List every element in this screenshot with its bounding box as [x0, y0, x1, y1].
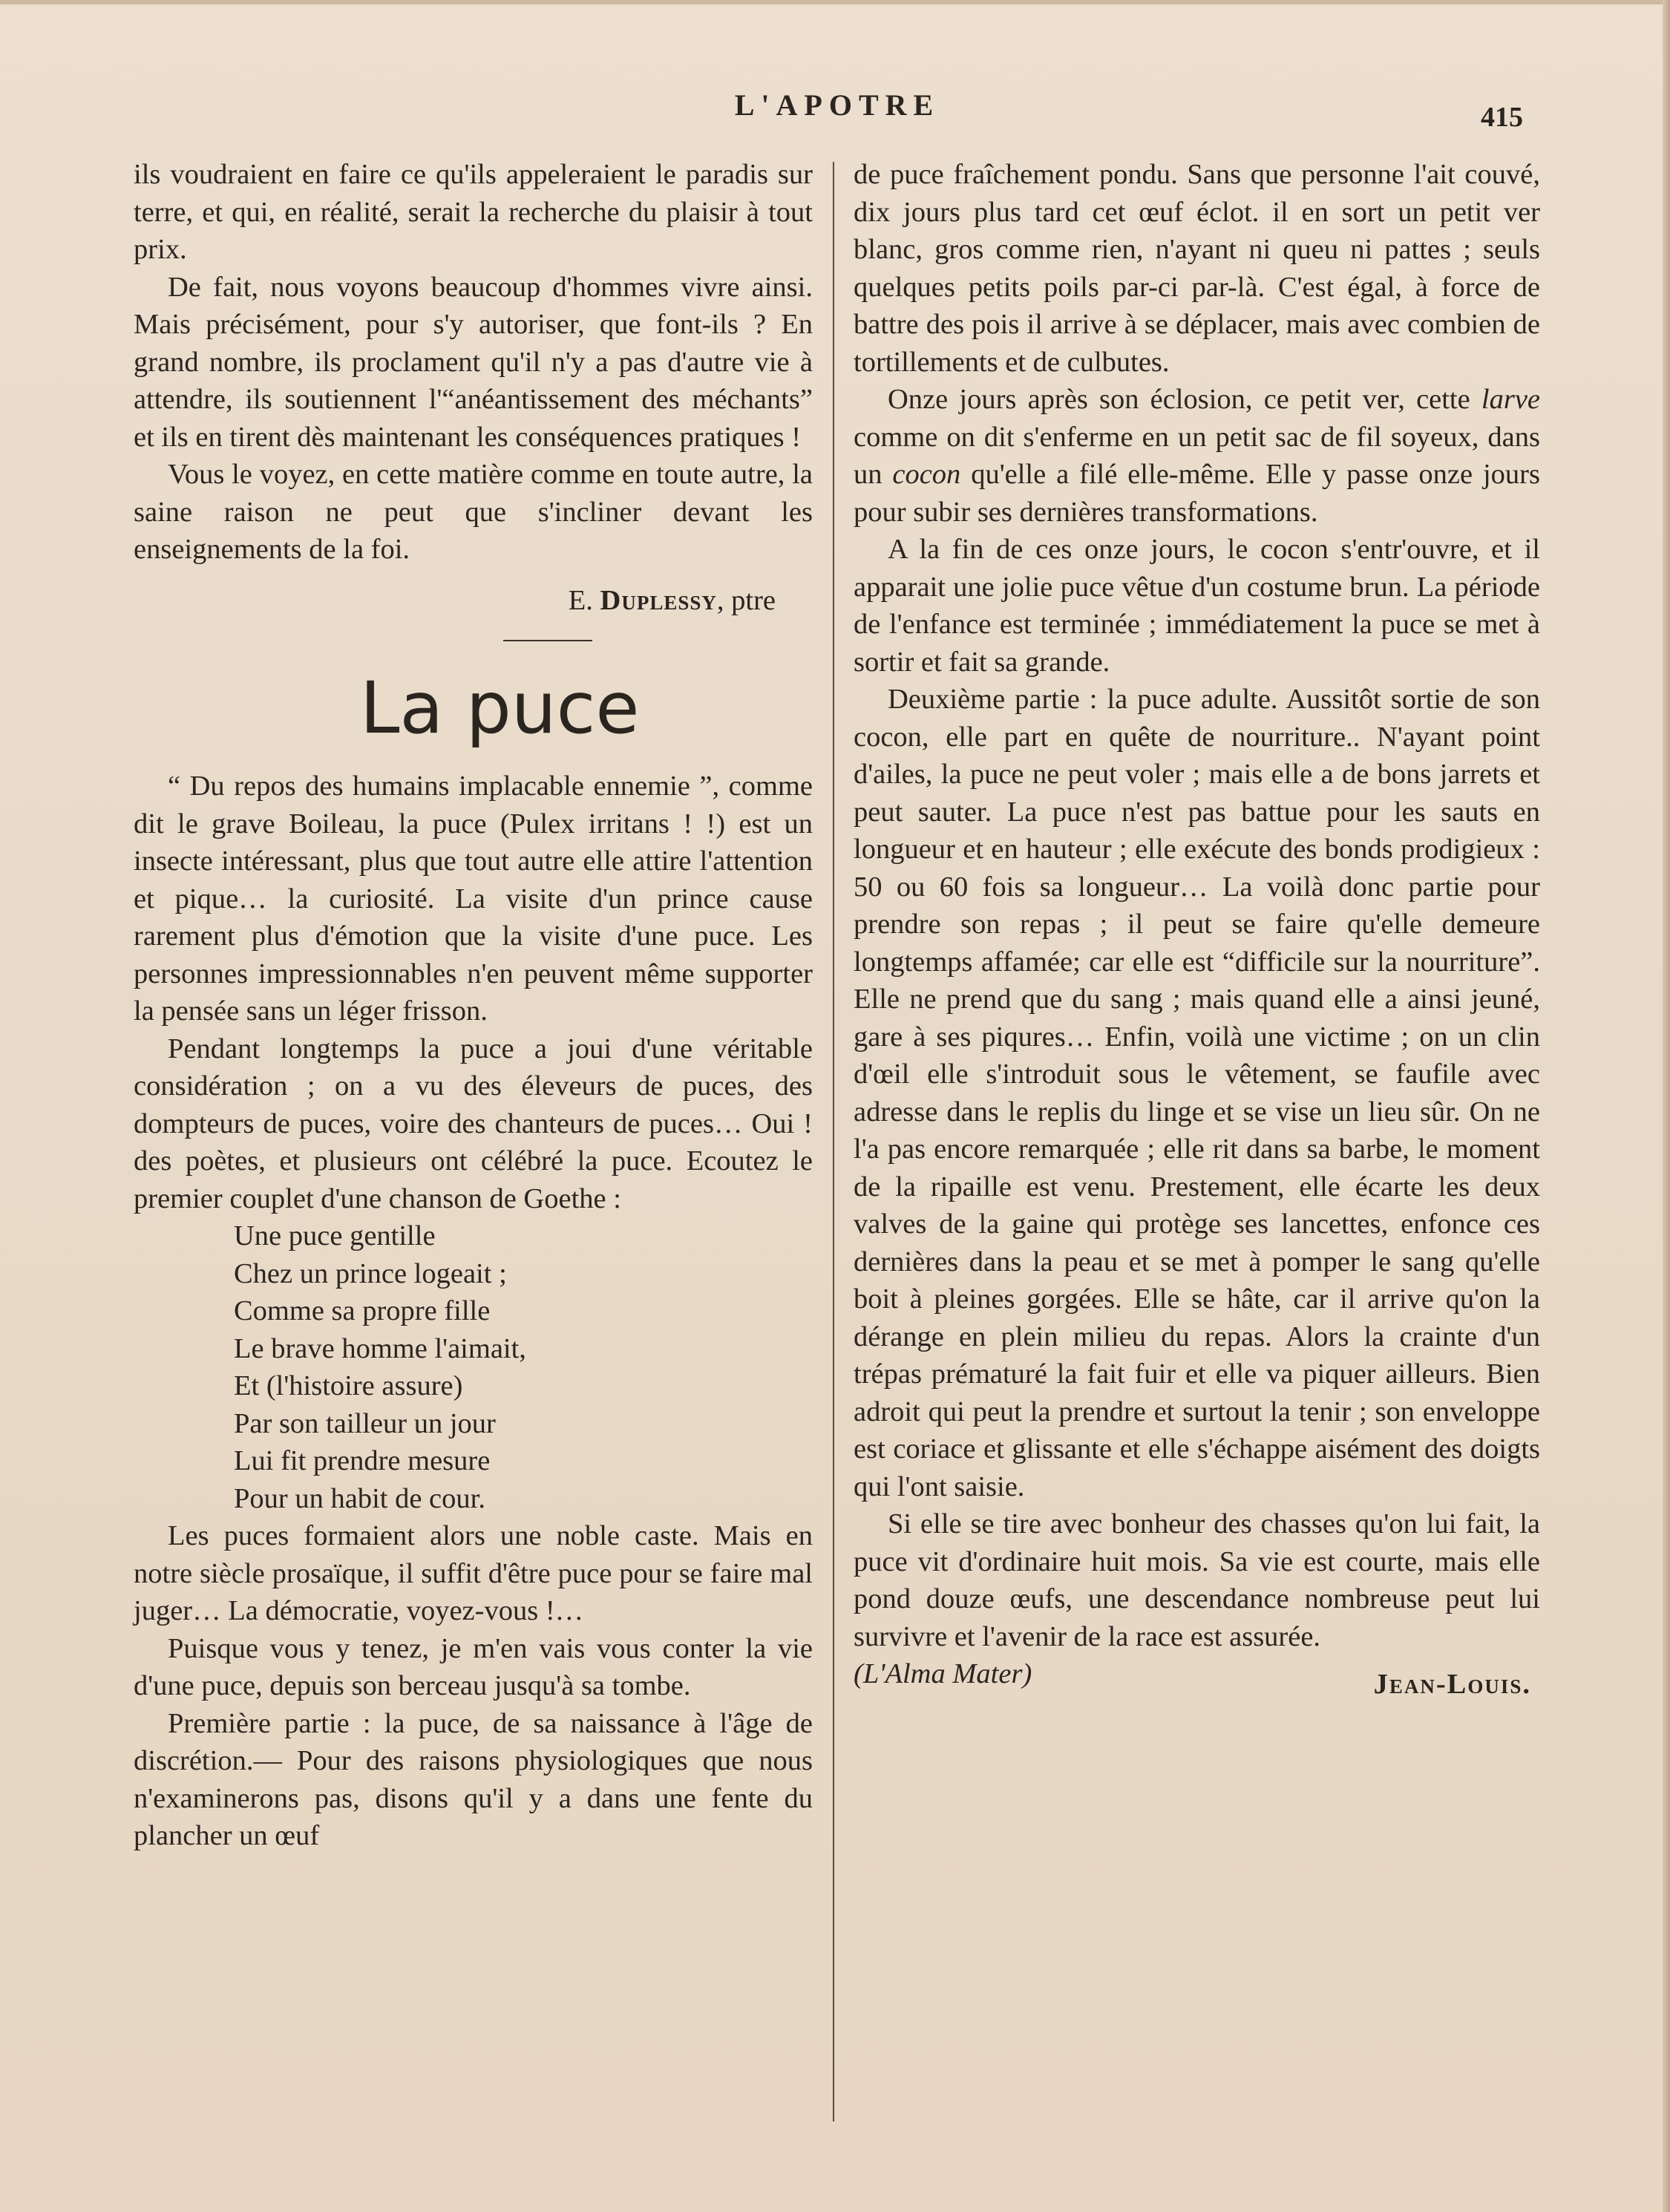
paragraph-text: comme on dit s'enferme en un petit sac de fil soyeux, dans un — [854, 421, 1540, 490]
page-top-edge — [0, 0, 1670, 4]
page-number: 415 — [1481, 102, 1523, 133]
poem-line: Comme sa propre fille — [234, 1295, 491, 1326]
article-paragraph: Première partie : la puce, de sa naissance à l'âge de discrétion.— Pour des raisons physiologiques que nous n'examinerons pas, disons qu'il y a dans une fente du plancher un œuf — [134, 1707, 813, 1851]
article-source: (L'Alma Mater) — [854, 1658, 1032, 1689]
signature-name: Duplessy — [600, 584, 717, 616]
article-paragraph: Pendant longtemps la puce a joui d'une véritable considération ; on a vu des éleveurs de puces, des dompteurs de puces, voire des chanteurs de puces… Oui ! des poètes, et plusieurs ont célébré la puce. Ecoutez le premier couplet d'une chanson de Goethe : — [134, 1033, 813, 1214]
poem-line: Et (l'histoire assure) — [234, 1370, 463, 1401]
poem-line: Chez un prince logeait ; — [234, 1257, 507, 1289]
article-paragraph: de puce fraîchement pondu. Sans que personne l'ait couvé, dix jours plus tard cet œuf éclot. il en sort un petit ver blanc, gros comme rien, n'ayant ni queu ni pattes ; seuls quelques petits poils par-ci par-là. C'est égal, à force de battre des pois il arrive à se déplacer, mais avec combien de tortillements et de culbutes. — [854, 159, 1540, 378]
article-paragraph: A la fin de ces onze jours, le cocon s'entr'ouvre, et il apparait une jolie puce vêtue d'un costume brun. La période de l'enfance est terminée ; immédiatement la puce se met à sortir et fait sa grande. — [854, 534, 1540, 678]
poem-line: Pour un habit de cour. — [234, 1482, 485, 1514]
article-paragraph: Les puces formaient alors une noble caste. Mais en notre siècle prosaïque, il suffit d'être puce pour se faire mal juger… La démocratie, voyez-vous !… — [134, 1520, 813, 1626]
article-author: Jean-Louis. — [1373, 1669, 1531, 1700]
signature-suffix: , ptre — [716, 584, 776, 616]
article-paragraph: Si elle se tire avec bonheur des chasses qu'on lui fait, la puce vit d'ordinaire huit mois. Sa vie est courte, mais elle pond douze œufs, une descendance nombreuse peut lui survivre et l'avenir de la race est assurée. — [854, 1508, 1540, 1652]
prev-article-paragraph: De fait, nous voyons beaucoup d'hommes vivre ainsi. Mais précisément, pour s'y autoriser, que font-ils ? En grand nombre, ils proclament qu'il n'y a pas d'autre vie à attendre, ils soutiennent l'“anéantissement des méchants” et ils en tirent dès maintenant les conséquences pratiques ! — [134, 271, 813, 453]
signature-initial: E. — [568, 584, 600, 616]
goethe-poem — [134, 1217, 813, 1517]
left-column — [134, 156, 813, 1855]
article-paragraph: Deuxième partie : la puce adulte. Aussitôt sortie de son cocon, elle part en quête de nourriture.. N'ayant point d'ailes, la puce ne peut voler ; mais elle a de bons jarrets et peut sauter. La puce n'est pas battue pour les sauts en longueur et en hauteur ; elle exécute des bonds prodigieux : 50 ou 60 fois sa longueur… La voilà donc partie pour prendre son repas ; il peut se faire qu'elle demeure longtemps affamée; car elle est “difficile sur la nourriture”. Elle ne prend que du sang ; mais quand elle a ainsi jeuné, gare à ses piqures… Enfin, voilà une victime ; on un clin d'œil elle s'introduit sous le vêtement, se faufile avec adresse dans le replis du linge et se vise un lieu sûr. On ne l'a pas encore remarquée ; elle rit dans sa barbe, le moment de la ripaille est venu. Prestement, elle écarte les deux valves de la gaine qui protège ses lancettes, enfonce ces dernières dans la peau et se met à pomper le sang qu'elle boit à pleines gorgées. Elle se hâte, car il arrive qu'on la dérange en plein milieu du repas. Alors la crainte d'un trépas prématuré la fait fuir et elle va piquer ailleurs. Bien adroit qui peut la prendre et surtout la tenir ; son enveloppe est coriace et glissante et elle s'échappe aisément des doigts qui l'ont saisie. — [854, 684, 1540, 1502]
running-title: L'APOTRE — [734, 88, 940, 122]
right-column — [854, 156, 1540, 1700]
article-paragraph: “ Du repos des humains implacable ennemie ”, comme dit le grave Boileau, la puce (Pulex irritans ! !) est un insecte intéressant, plus que tout autre elle attire l'attention et pique… la curiosité. La visite d'un prince cause rarement plus d'émotion que la visite d'une puce. Les personnes impressionnables n'en peuvent même supporter la pensée sans un léger frisson. — [134, 770, 813, 1027]
article-attribution — [854, 1655, 1540, 1700]
poem-line: Par son tailleur un jour — [234, 1407, 496, 1439]
article-title: La puce — [360, 667, 640, 750]
prev-article-paragraph: Vous le voyez, en cette matière comme en toute autre, la saine raison ne peut que s'incliner devant les enseignements de la foi. — [134, 459, 813, 565]
italic-term-cocon: cocon — [892, 459, 961, 490]
page-header — [0, 88, 1670, 132]
poem-line: Une puce gentille — [234, 1220, 436, 1251]
article-paragraph — [854, 381, 1540, 531]
paragraph-text: Onze jours après son éclosion, ce petit ver, cette — [888, 384, 1481, 415]
paragraph-text: qu'elle a filé elle-même. Elle y passe onze jours pour subir ses dernières transformations. — [854, 459, 1540, 528]
page-right-edge — [1663, 0, 1670, 2212]
poem-line: Le brave homme l'aimait, — [234, 1332, 526, 1364]
article-paragraph: Puisque vous y tenez, je m'en vais vous conter la vie d'une puce, depuis son berceau jusqu'à sa tombe. — [134, 1632, 813, 1701]
section-separator — [503, 640, 592, 641]
poem-line: Lui fit prendre mesure — [234, 1445, 491, 1476]
prev-article-signature — [134, 582, 813, 620]
column-divider — [833, 162, 834, 2121]
italic-term-larve: larve — [1481, 384, 1540, 415]
prev-article-paragraph: ils voudraient en faire ce qu'ils appeleraient le paradis sur terre, et qui, en réalité, serait la recherche du plaisir à tout prix. — [134, 159, 813, 265]
